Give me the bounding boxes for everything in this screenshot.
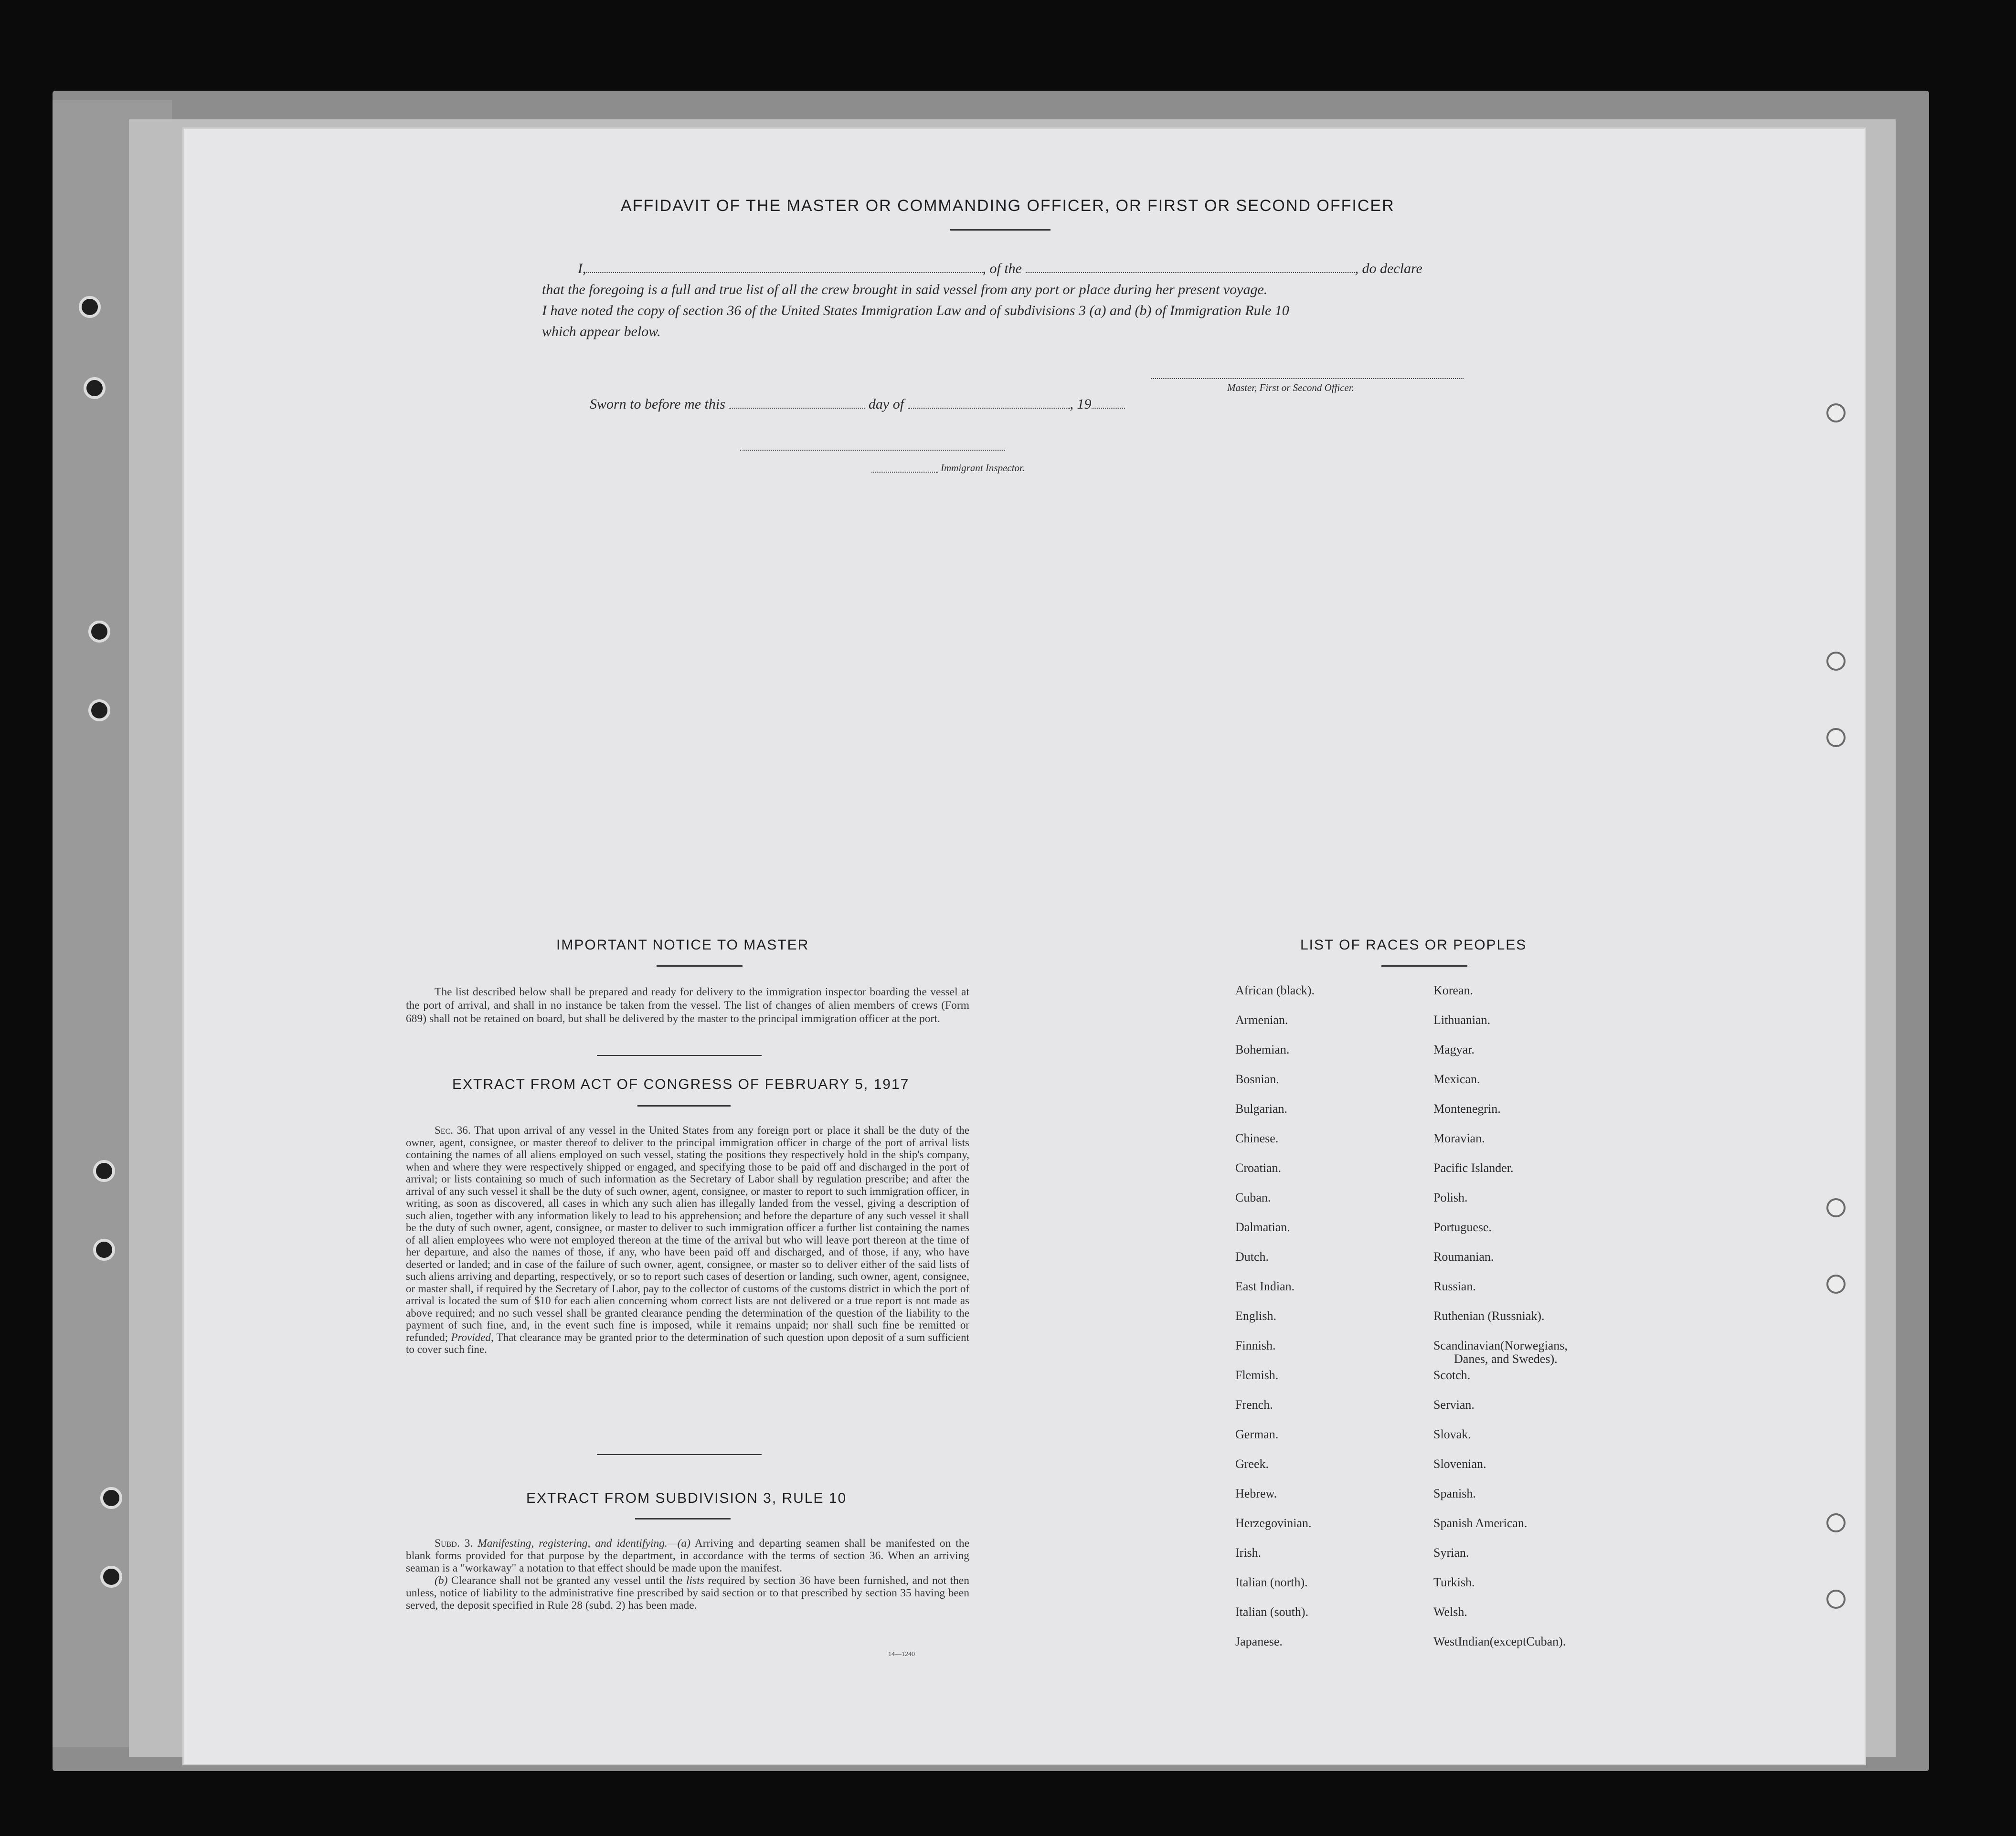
name-blank[interactable] [586, 262, 983, 273]
form-number: 14—1240 [888, 1651, 915, 1658]
binder-hole-icon [93, 1160, 115, 1182]
sworn-line: Sworn to before me this day of , 19 [590, 396, 1487, 412]
rule-10-text: Subd. 3. Manifesting, registering, and identifying.—(a) Arriving and departing seamen shall be manifested on the blank forms provided for that purpose by the department, in accordance with the terms of section 36. When an arriving seaman is a "workaway" a notation to that effect should be made upon the manifest. (b) Clearance shall not be granted any vessel until the lists required by section 36 have been furnished, and not then unless, notice of liability to the administrative fine prescribed by said section or to that prescribed by section 35 having been served, the deposit specified in Rule 28 (subd. 2) has been made. [406, 1537, 969, 1612]
punch-hole-icon [1826, 652, 1846, 671]
sworn-day-blank[interactable] [729, 397, 865, 409]
extract-rule-title: EXTRACT FROM SUBDIVISION 3, RULE 10 [526, 1490, 847, 1506]
extract-act-title: EXTRACT FROM ACT OF CONGRESS OF FEBRUARY 5, 1917 [452, 1076, 910, 1092]
punch-hole-icon [1826, 1590, 1846, 1609]
races-title: LIST OF RACES OR PEOPLES [1300, 937, 1527, 953]
race-item: Bulgarian. [1235, 1102, 1288, 1116]
race-item: Polish. [1433, 1191, 1468, 1204]
affidavit-line-4: which appear below. [542, 324, 661, 339]
race-item: Dalmatian. [1235, 1220, 1290, 1234]
race-item: Korean. [1433, 983, 1474, 997]
binder-hole-icon [88, 699, 110, 721]
punch-hole-icon [1826, 403, 1846, 422]
race-item: Portuguese. [1433, 1220, 1492, 1234]
binder-hole-icon [100, 1487, 122, 1509]
affidavit-line-3: I have noted the copy of section 36 of the United States Immigration Law and of subdivisions 3 (a) and (b) of Immigration Rule 10 [542, 303, 1289, 318]
binder-hole-icon [100, 1566, 122, 1588]
section-36-text: Sec. 36. That upon arrival of any vessel in the United States from any foreign port or place it shall be the duty of the owner, agent, consignee, or master thereof to deliver to the principal immigration officer in charge of the port of arrival lists containing the names of all aliens employed on such vessel, stating the positions they respectively hold in the ship's company, when and where they were respectively shipped or engaged, and specifying those to be paid off and discharged in the port of arrival; or lists containing so much of such information as the Secretary of Labor shall by regulation prescribe; and after the arrival of any such vessel it shall be the duty of such owner, agent, consignee, or master to report to such immigration officer, in writing, as soon as discovered, all cases in which any such alien has illegally landed from the vessel, giving a description of such alien, together with any information likely to lead to his apprehension; and before the departure of any such vessel it shall be the duty of such owner, agent, consignee, or master to deliver to such immigration officer a further list containing the names of all alien employees who were not employed thereon at the time of the arrival but who will leave port thereon at the time of her departure, and also the names of those, if any, who have been paid off and discharged, and of those, if any, who have deserted or landed; and in case of the failure of such owner, agent, consignee, or master so to deliver either of the said lists of such aliens arriving and departing, respectively, or so to report such cases of desertion or landing, such owner, agent, consignee, or master shall, if required by the Secretary of Labor, pay to the collector of customs of the customs district in which the port of arrival is located the sum of $10 for each alien concerning whom correct lists are not delivered or a true report is not made as above required; and no such vessel shall be granted clearance pending the determination of the question of the liability to the payment of such fine, and, in the event such fine is imposed, while it remains unpaid; nor shall such fine be remitted or refunded; Provided, That clearance may be granted prior to the determination of such question upon deposit of a sum sufficient to cover such fine. [406, 1124, 969, 1355]
vessel-blank[interactable] [1026, 262, 1355, 273]
race-item: Herzegovinian. [1235, 1516, 1312, 1530]
binder-hole-icon [84, 377, 106, 399]
extract-rule-rule [635, 1518, 731, 1519]
notice-rule [657, 965, 743, 967]
races-rule [1381, 965, 1467, 967]
race-item: Dutch. [1235, 1250, 1269, 1264]
race-item: Hebrew. [1235, 1487, 1277, 1500]
punch-hole-icon [1826, 1513, 1846, 1532]
inspector-caption-leader [871, 472, 938, 473]
race-item: German. [1235, 1427, 1279, 1441]
binder-hole-icon [79, 296, 101, 318]
race-item: Italian (north). [1235, 1575, 1308, 1589]
punch-hole-icon [1826, 728, 1846, 747]
race-item: Syrian. [1433, 1546, 1469, 1560]
affidavit-declaration-line: I, , of the , do declare [578, 261, 1422, 276]
race-item: East Indian. [1235, 1279, 1295, 1293]
section-divider [597, 1055, 762, 1056]
race-item: Magyar. [1433, 1043, 1475, 1056]
race-item: Turkish. [1433, 1575, 1475, 1589]
race-item: Armenian. [1235, 1013, 1288, 1027]
race-item: Slovenian. [1433, 1457, 1486, 1471]
binder-hole-icon [88, 621, 110, 643]
race-item: Montenegrin. [1433, 1102, 1501, 1116]
inspector-signature-line[interactable] [740, 450, 1005, 451]
binder-hole-icon [93, 1239, 115, 1261]
race-item: Greek. [1235, 1457, 1269, 1471]
race-item: Lithuanian. [1433, 1013, 1491, 1027]
race-item: Flemish. [1235, 1368, 1279, 1382]
notice-text: The list described below shall be prepared and ready for delivery to the immigration inspector boarding the vessel at the port of arrival, and shall in no instance be taken from the vessel. The list of changes of alien members of crews (Form 689) shall not be retained on board, but shall be delivered by the master to the principal immigration officer at the port. [406, 986, 969, 1025]
race-item: Roumanian. [1433, 1250, 1494, 1264]
inspector-caption: Immigrant Inspector. [941, 462, 1025, 474]
race-item: Bosnian. [1235, 1072, 1279, 1086]
race-item: Bohemian. [1235, 1043, 1290, 1056]
master-signature-caption: Master, First or Second Officer. [1227, 382, 1354, 393]
notice-title: IMPORTANT NOTICE TO MASTER [556, 937, 809, 953]
affidavit-page [184, 129, 1865, 1764]
race-item: Spanish American. [1433, 1516, 1528, 1530]
race-item: Croatian. [1235, 1161, 1282, 1175]
race-item: African (black). [1235, 983, 1315, 997]
race-item: Irish. [1235, 1546, 1262, 1560]
punch-hole-icon [1826, 1275, 1846, 1294]
race-item: Scotch. [1433, 1368, 1471, 1382]
race-item: French. [1235, 1398, 1273, 1412]
race-item: Finnish. [1235, 1339, 1276, 1352]
race-item: English. [1235, 1309, 1276, 1323]
affidavit-line-2: that the foregoing is a full and true list of all the crew brought in said vessel from any port or place during her present voyage. [542, 282, 1268, 297]
race-item: WestIndian(exceptCuban). [1433, 1635, 1566, 1648]
race-item: Scandinavian(Norwegians, [1433, 1339, 1568, 1352]
race-item: Moravian. [1433, 1131, 1485, 1145]
title-rule [950, 229, 1050, 231]
extract-act-rule [637, 1105, 731, 1107]
race-item: Servian. [1433, 1398, 1475, 1412]
section-divider [597, 1454, 762, 1455]
sworn-month-blank[interactable] [908, 397, 1070, 409]
race-item: Mexican. [1433, 1072, 1480, 1086]
race-item: Japanese. [1235, 1635, 1283, 1648]
race-item: Ruthenian (Russniak). [1433, 1309, 1545, 1323]
affidavit-title: AFFIDAVIT OF THE MASTER OR COMMANDING OFFICER, OR FIRST OR SECOND OFFICER [621, 197, 1395, 215]
race-item: Spanish. [1433, 1487, 1476, 1500]
race-item: Italian (south). [1235, 1605, 1309, 1619]
master-signature-line[interactable] [1151, 378, 1464, 379]
sworn-year-blank[interactable] [1092, 397, 1125, 409]
race-item: Chinese. [1235, 1131, 1279, 1145]
punch-hole-icon [1826, 1198, 1846, 1217]
race-item-continuation: Danes, and Swedes). [1454, 1352, 1558, 1366]
race-item: Russian. [1433, 1279, 1476, 1293]
race-item: Slovak. [1433, 1427, 1471, 1441]
race-item: Welsh. [1433, 1605, 1467, 1619]
race-item: Cuban. [1235, 1191, 1271, 1204]
race-item: Pacific Islander. [1433, 1161, 1514, 1175]
